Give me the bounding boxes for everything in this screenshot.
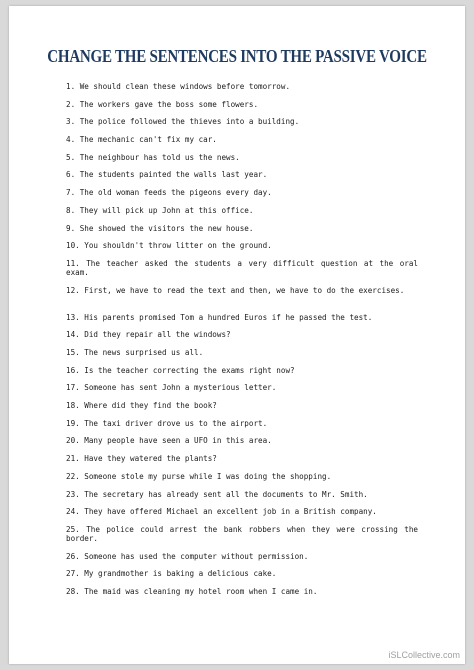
- list-item: 17. Someone has sent John a mysterious letter.: [66, 383, 277, 393]
- list-item: 5. The neighbour has told us the news.: [66, 152, 240, 162]
- list-item: 8. They will pick up John at this office.: [66, 205, 254, 215]
- list-item: 25. The police could arrest the bank robbers when they were crossing the border.: [66, 524, 418, 544]
- list-item: 20. Many people have seen a UFO in this area.: [66, 436, 272, 446]
- list-item: 27. My grandmother is baking a delicious cake.: [66, 569, 277, 579]
- list-item: 3. The police followed the thieves into a building.: [66, 117, 300, 127]
- list-item: 28. The maid was cleaning my hotel room when I came in.: [66, 587, 318, 597]
- list-item: 26. Someone has used the computer without permission.: [66, 551, 309, 561]
- list-item: 22. Someone stole my purse while I was doing the shopping.: [66, 471, 332, 481]
- list-item: 13. His parents promised Tom a hundred Euros if he passed the test.: [66, 312, 373, 322]
- list-item: 7. The old woman feeds the pigeons every day.: [66, 188, 272, 198]
- list-item: 24. They have offered Michael an excellent job in a British company.: [66, 507, 377, 517]
- worksheet-page: [9, 6, 465, 664]
- list-item: 11. The teacher asked the students a very difficult question at the oral exam.: [66, 258, 418, 278]
- list-item: 21. Have they watered the plants?: [66, 454, 217, 464]
- list-item: 4. The mechanic can't fix my car.: [66, 135, 217, 145]
- worksheet-title: CHANGE THE SENTENCES INTO THE PASSIVE VOICE: [47, 46, 427, 66]
- list-item: 10. You shouldn't throw litter on the ground.: [66, 241, 272, 251]
- list-item: 2. The workers gave the boss some flowers.: [66, 99, 259, 109]
- list-item: 23. The secretary has already sent all the documents to Mr. Smith.: [66, 489, 368, 499]
- list-item: 19. The taxi driver drove us to the airport.: [66, 418, 268, 428]
- list-item: 1. We should clean these windows before tomorrow.: [66, 82, 291, 91]
- list-item: 12. First, we have to read the text and then, we have to do the exercises.: [66, 285, 405, 295]
- sentence-list: [66, 82, 418, 605]
- list-item: 14. Did they repair all the windows?: [66, 330, 231, 340]
- list-item: 18. Where did they find the book?: [66, 401, 217, 411]
- list-item: 9. She showed the visitors the new house.: [66, 223, 254, 233]
- list-item: 16. Is the teacher correcting the exams right now?: [66, 365, 295, 375]
- list-item: 15. The news surprised us all.: [66, 348, 204, 358]
- site-watermark: iSLCollective.com: [388, 650, 460, 660]
- list-item: 6. The students painted the walls last year.: [66, 170, 268, 180]
